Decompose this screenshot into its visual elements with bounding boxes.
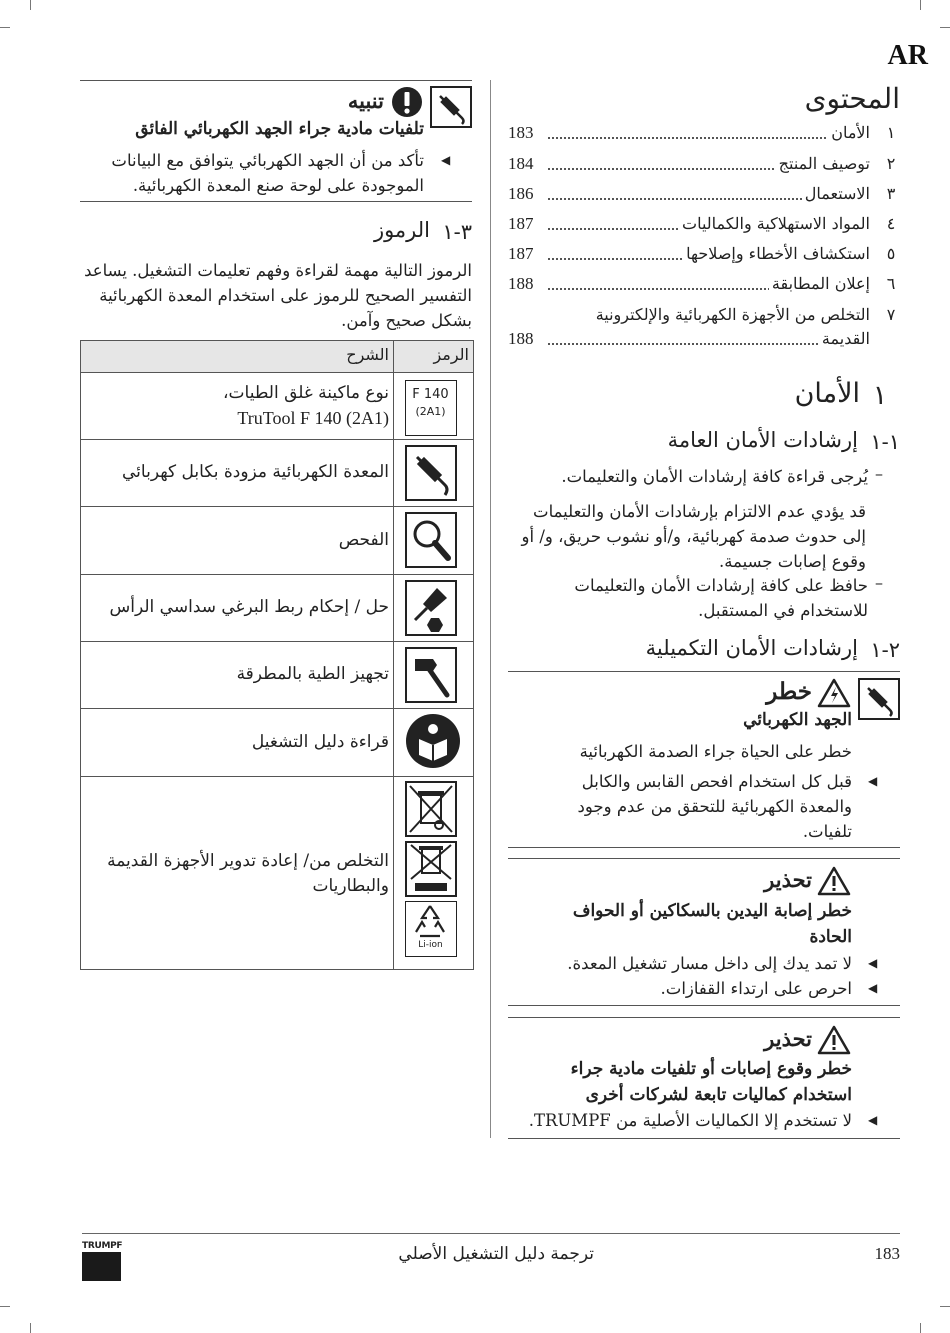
bullet-arrow-icon: ◀: [868, 774, 878, 788]
safety-paragraph: قد يؤدي عدم الالتزام بإرشادات الأمان والتعليمات إلى حدوث صدمة كهربائية، و/أو نشوب حريق، و/ أو وقوع إصابات جسيمة.: [521, 502, 866, 571]
power-plug-icon: [858, 678, 900, 720]
safety-text: يُرجى قراءة كافة إرشادات الأمان والتعليمات.: [561, 467, 868, 486]
column-header-meaning: الشرح: [346, 345, 389, 364]
table-row-text: تجهيز الطية بالمطرقة: [236, 664, 389, 684]
crop-mark: [920, 0, 921, 10]
column-divider: [490, 80, 491, 1138]
rule: [80, 201, 472, 202]
table-row-text: التخلص من/ إعادة تدوير الأجهزة القديمة والبطاريات: [107, 851, 389, 896]
bullet-arrow-icon: ◀: [868, 956, 878, 970]
warning-instruction: احرص على ارتداء القفازات.: [660, 979, 852, 998]
brand-logo-text: TRUMPF: [82, 1241, 123, 1251]
crop-mark: [940, 1306, 950, 1307]
toc-item[interactable]: [508, 154, 900, 184]
warning-instruction: لا تستخدم إلا الكماليات الأصلية من TRUMPF.: [528, 1111, 852, 1130]
toc-label: الأمان: [828, 123, 870, 142]
toc-num: ٤: [886, 214, 896, 233]
crossed-bin-icon: [405, 781, 457, 837]
subsection-number: ٣-١: [442, 220, 472, 244]
warning-triangle-icon: [817, 866, 851, 896]
crop-mark: [30, 0, 31, 10]
caution-subtitle: تلفيات مادية جراء الجهد الكهربائي الفائق: [135, 119, 424, 139]
table-header: [81, 341, 473, 373]
section-number: ١: [872, 380, 888, 411]
warning-subtitle: خطر إصابة اليدين بالسكاكين أو الحواف الحادة: [572, 901, 852, 947]
toc-num: ٢: [886, 154, 896, 173]
danger-subtitle: الجهد الكهربائي: [743, 710, 852, 730]
symbols-intro: الرموز التالية مهمة لقراءة وفهم تعليمات التشغيل. يساعد التفسير الصحيح للرموز على استخدام المعدة الكهربائية بشكل صحيح وآمن.: [84, 261, 472, 330]
warning-triangle-icon: [817, 1025, 851, 1055]
warning-signal-word: تحذير: [764, 867, 812, 892]
bullet-arrow-icon: ◀: [868, 1113, 878, 1127]
toc-page: 187: [508, 214, 538, 234]
crop-mark: [0, 27, 10, 28]
toc-num: ٦: [886, 274, 896, 293]
footer-rule: [82, 1233, 900, 1234]
danger-text: خطر على الحياة جراء الصدمة الكهربائية: [579, 742, 852, 761]
rule: [508, 671, 900, 672]
toc-label: توصيف المنتج: [776, 154, 870, 173]
table-row-text: قراءة دليل التشغيل: [251, 732, 389, 752]
toc-label: استكشاف الأخطاء وإصلاحها: [683, 244, 870, 263]
warning-subtitle: خطر وقوع إصابات أو تلفيات مادية جراء استخدام كماليات تابعة لشركات أخرى: [570, 1059, 852, 1105]
table-row-text: نوع ماكينة غلق الطيات،: [223, 383, 389, 403]
subsection-title: الرموز: [373, 218, 430, 242]
toc-label: إعلان المطابقة: [769, 274, 870, 293]
warning-instruction: لا تمد يدك إلى داخل مسار تشغيل المعدة.: [567, 954, 852, 973]
model-label-icon: F 140 (2A1): [405, 380, 457, 436]
toc-page: 188: [508, 274, 538, 294]
rule: [508, 1017, 900, 1018]
crop-mark: [0, 1306, 10, 1307]
column-header-symbol: الرمز: [433, 345, 469, 364]
table-row-text: الفحص: [338, 530, 389, 550]
danger-signal-word: خطر: [766, 678, 812, 705]
toc-item[interactable]: [508, 184, 900, 214]
safety-text: حافظ على كافة إرشادات الأمان والتعليمات للاستخدام في المستقبل.: [574, 576, 868, 620]
toc-item[interactable]: [508, 123, 900, 153]
toc-label: الاستعمال: [802, 184, 870, 203]
toc-page: 186: [508, 184, 538, 204]
dash-bullet: –: [875, 573, 883, 592]
li-ion-label: Li-ion: [418, 940, 443, 950]
caution-exclamation-icon: [391, 86, 423, 118]
crossed-bin-battery-icon: [405, 841, 457, 897]
hammer-icon: [405, 647, 457, 703]
toc-item[interactable]: [508, 274, 900, 304]
crop-mark: [30, 1323, 31, 1333]
toc-item-continued[interactable]: [508, 329, 900, 359]
screwdriver-hex-icon: [405, 580, 457, 636]
bullet-arrow-icon: ◀: [868, 981, 878, 995]
table-row-text: TruTool F 140 (2A1): [237, 408, 389, 428]
read-manual-icon: [405, 713, 461, 769]
page-number: 183: [874, 1244, 900, 1263]
dash-bullet: –: [875, 464, 883, 483]
caution-instruction: تأكد من أن الجهد الكهربائي يتوافق مع البيانات الموجودة على لوحة صنع المعدة الكهربائية.: [111, 151, 424, 195]
rule: [508, 1005, 900, 1006]
rule: [508, 858, 900, 859]
crop-mark: [920, 1323, 921, 1333]
toc-item[interactable]: [508, 244, 900, 274]
section-title: الأمان: [794, 378, 860, 409]
toc-num: ٥: [886, 244, 896, 263]
crop-mark: [940, 27, 950, 28]
subsection-number: ٢-١: [870, 638, 900, 662]
toc-page: 183: [508, 123, 538, 143]
magnifier-icon: [405, 512, 457, 568]
toc-label: القديمة: [819, 329, 870, 348]
toc-page: 187: [508, 244, 538, 264]
toc-page: 184: [508, 154, 538, 174]
rule: [80, 80, 472, 81]
toc-num: ١: [886, 123, 896, 142]
toc-num: ٣: [886, 184, 896, 203]
subsection-title: إرشادات الأمان التكميلية: [645, 636, 858, 660]
warning-signal-word: تحذير: [764, 1026, 812, 1051]
toc-title: المحتوى: [804, 82, 900, 115]
toc-page: 188: [508, 329, 538, 349]
toc-num: ٧: [886, 305, 896, 324]
table-row-text: حل / إحكام ربط البرغي سداسي الرأس: [109, 597, 389, 617]
rule: [508, 847, 900, 848]
toc-label: المواد الاستهلاكية والكماليات: [679, 214, 870, 233]
toc-label: التخلص من الأجهزة الكهربائية والإلكترونية: [593, 305, 870, 324]
power-plug-icon: [430, 86, 472, 128]
brand-logo: [82, 1252, 121, 1281]
bullet-arrow-icon: ◀: [441, 153, 451, 167]
recycle-li-ion-icon: [405, 901, 457, 957]
subsection-title: إرشادات الأمان العامة: [667, 428, 858, 452]
rule: [508, 1138, 900, 1139]
toc-item[interactable]: [508, 214, 900, 244]
danger-instruction: قبل كل استخدام افحص القابس والكابل والمعدة الكهربائية للتحقق من عدم وجود تلفيات.: [577, 772, 852, 841]
symbols-table: [80, 340, 474, 970]
language-code: AR: [887, 40, 928, 71]
caution-signal-word: تنبيه: [347, 88, 384, 113]
subsection-number: ١-١: [870, 430, 900, 454]
warning-triangle-icon: [817, 678, 851, 708]
table-row-text: المعدة الكهربائية مزودة بكابل كهربائي: [122, 462, 389, 482]
power-plug-icon: [405, 445, 457, 501]
footer-title: ترجمة دليل التشغيل الأصلي: [398, 1244, 594, 1264]
